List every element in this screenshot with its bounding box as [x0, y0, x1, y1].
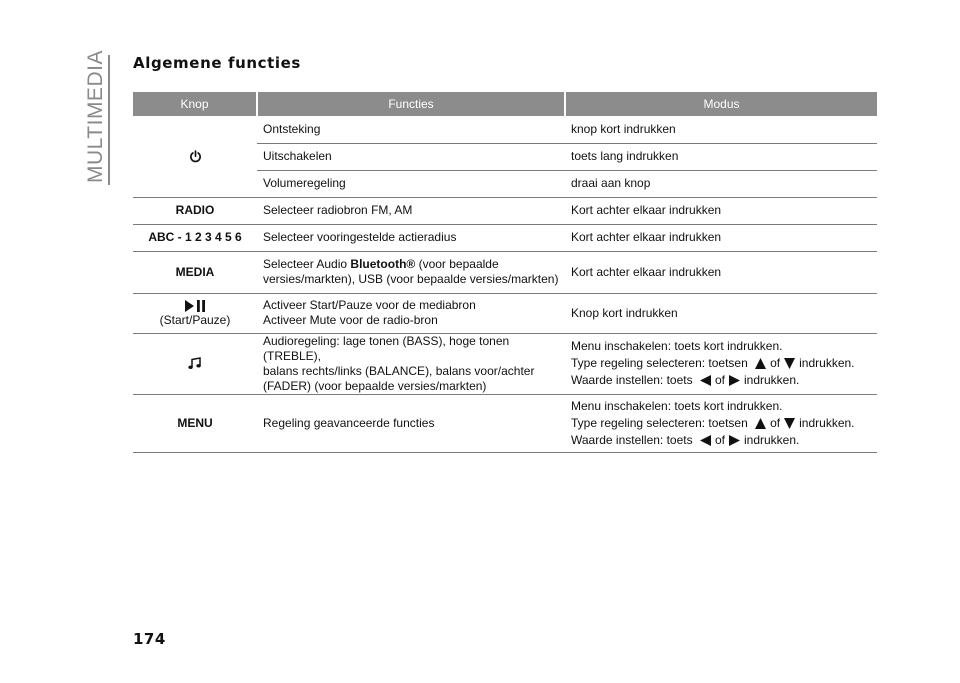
mode-audio-or-2: of [714, 373, 725, 387]
play-pause-label: (Start/Pauze) [159, 313, 231, 327]
function-presets: Selecteer vooringestelde actieradius [257, 224, 565, 251]
table-header-row [133, 92, 877, 116]
function-media-bluetooth: Bluetooth® [350, 257, 416, 271]
triangle-down-icon [784, 358, 795, 369]
triangle-right-icon [729, 375, 740, 386]
header-functies: Functies [257, 92, 565, 116]
function-audio-line-1: Audioregeling: lage tonen (BASS), hoge tonen (TREBLE), [263, 333, 510, 363]
mode-audio-or-1: of [770, 356, 781, 370]
mode-menu-or-2: of [714, 432, 725, 447]
function-media-text-c: versies/markten), USB (voor bepaalde versies/markten) [263, 272, 559, 286]
section-side-tab [84, 50, 110, 185]
mode-play-pause: Knop kort indrukken [565, 293, 877, 333]
table-row-play-pause [133, 293, 877, 333]
function-audio [257, 333, 565, 394]
mode-audio-press-2: indrukken. [743, 373, 800, 387]
play-pause-knob-cell [133, 293, 257, 333]
functions-table [133, 92, 877, 453]
mode-menu [565, 394, 877, 452]
page-number: 174 [133, 630, 166, 648]
power-icon [189, 150, 202, 163]
mode-audio-line-2 [571, 356, 855, 370]
function-play-pause-line-1: Activeer Start/Pauze voor de mediabron [263, 298, 476, 312]
function-audio-line-2: balans rechts/links (BALANCE), balans voor/achter [263, 363, 535, 378]
header-modus: Modus [565, 92, 877, 116]
radio-button-label: RADIO [133, 197, 257, 224]
header-knop: Knop [133, 92, 257, 116]
mode-menu-select-text: Type regeling selecteren: toetsen [571, 415, 748, 430]
mode-audio-press-1: indrukken. [799, 356, 855, 370]
triangle-up-icon [755, 418, 766, 429]
function-ignition: Ontsteking [263, 121, 321, 136]
mode-menu-line-3 [571, 433, 799, 447]
mode-ignition: knop kort indrukken [571, 121, 676, 136]
mode-presets: Kort achter elkaar indrukken [565, 224, 877, 251]
page-title: Algemene functies [133, 54, 301, 72]
mode-menu-press-1: indrukken. [799, 415, 855, 430]
triangle-down-icon [784, 418, 795, 429]
table-row-media [133, 251, 877, 293]
mode-media: Kort achter elkaar indrukken [565, 251, 877, 293]
mode-audio [565, 333, 877, 394]
mode-volume: draai aan knop [565, 170, 877, 197]
mode-menu-press-2: indrukken. [743, 432, 800, 447]
function-media [257, 251, 565, 293]
triangle-left-icon [700, 435, 711, 446]
menu-button-label: MENU [133, 394, 257, 452]
function-radio: Selecteer radiobron FM, AM [257, 197, 565, 224]
power-knob-cell [133, 116, 257, 197]
function-switch-off: Uitschakelen [257, 143, 565, 170]
function-play-pause-line-2: Activeer Mute voor de radio-bron [263, 313, 438, 327]
function-menu: Regeling geavanceerde functies [257, 394, 565, 452]
music-note-icon [188, 357, 202, 370]
media-button-label: MEDIA [133, 251, 257, 293]
table-row-power-ignition [133, 116, 877, 143]
table-row-menu [133, 394, 877, 452]
function-audio-line-3: (FADER) (voor bepaalde versies/markten) [263, 378, 487, 393]
mode-radio: Kort achter elkaar indrukken [565, 197, 877, 224]
triangle-right-icon [729, 435, 740, 446]
mode-menu-or-1: of [770, 415, 781, 430]
table-row-presets [133, 224, 877, 251]
mode-menu-line-1: Menu inschakelen: toets kort indrukken. [571, 398, 783, 413]
audio-knob-cell [133, 333, 257, 394]
mode-audio-value-text: Waarde instellen: toets [571, 373, 693, 387]
mode-menu-line-2 [571, 416, 855, 430]
section-side-tab-label: MULTIMEDIA [84, 50, 107, 183]
function-media-text-b: (voor bepaalde [415, 257, 499, 271]
play-pause-icon [184, 300, 206, 312]
triangle-up-icon [755, 358, 766, 369]
function-media-text-a: Selecteer Audio [263, 257, 351, 271]
mode-audio-select-text: Type regeling selecteren: toetsen [571, 356, 748, 370]
table-row-audio [133, 333, 877, 394]
preset-buttons-label: ABC - 1 2 3 4 5 6 [133, 224, 257, 251]
function-play-pause [257, 293, 565, 333]
triangle-left-icon [700, 375, 711, 386]
mode-switch-off: toets lang indrukken [565, 143, 877, 170]
mode-audio-line-1: Menu inschakelen: toets kort indrukken. [571, 339, 783, 353]
table-row-radio [133, 197, 877, 224]
function-volume: Volumeregeling [257, 170, 565, 197]
mode-audio-line-3 [571, 373, 799, 387]
mode-menu-value-text: Waarde instellen: toets [571, 432, 693, 447]
